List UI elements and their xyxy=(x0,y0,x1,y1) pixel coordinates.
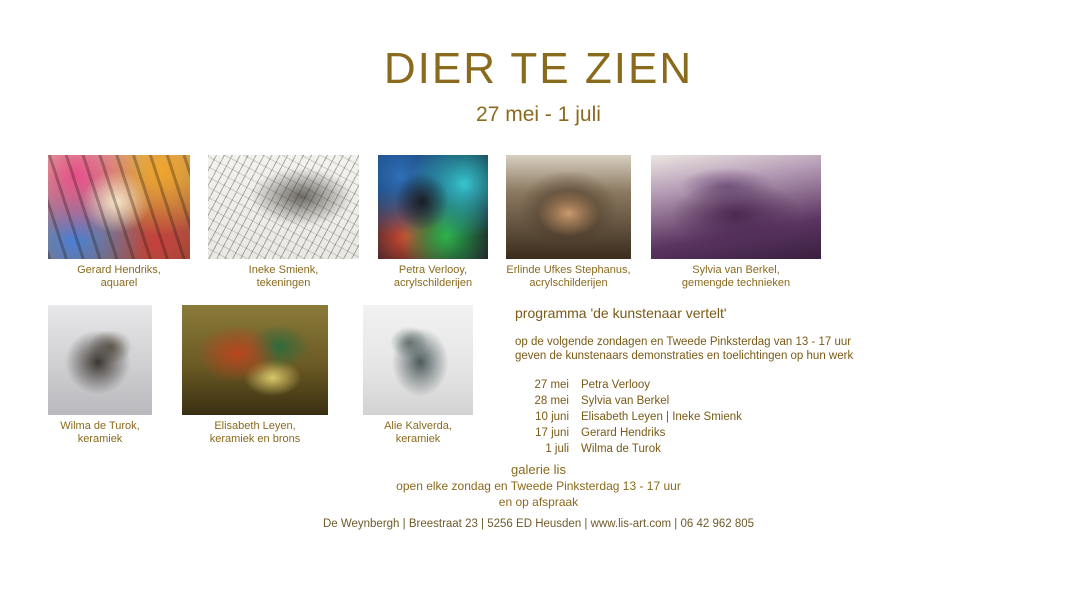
programme-title: programma 'de kunstenaar vertelt' xyxy=(515,305,727,321)
artwork-tile[interactable] xyxy=(208,155,359,290)
exhibition-dates: 27 mei - 1 juli xyxy=(476,103,601,126)
artwork-artist: Ineke Smienk, xyxy=(248,264,319,276)
artwork-caption xyxy=(506,264,631,290)
artwork-medium: keramiek xyxy=(395,433,441,445)
programme-intro-line-2: geven de kunstenaars demonstraties en toelichtingen op hun werk xyxy=(515,350,854,362)
gallery-hours: open elke zondag en Tweede Pinksterdag 13 - 17 uur xyxy=(396,479,681,493)
artwork-artist: Gerard Hendriks, xyxy=(77,264,161,276)
gallery-appointment: en op afspraak xyxy=(498,495,579,509)
artwork-tile[interactable] xyxy=(182,305,328,446)
artwork-artist: Petra Verlooy, xyxy=(398,264,468,276)
artwork-artist: Sylvia van Berkel, xyxy=(692,264,780,276)
gallery-info xyxy=(0,462,1077,510)
programme-panel xyxy=(515,305,935,457)
artwork-medium: keramiek en brons xyxy=(209,433,301,445)
horse-ceramic-icon[interactable] xyxy=(363,305,473,415)
artwork-medium: gemengde technieken xyxy=(681,277,791,289)
artwork-artist: Erlinde Ufkes Stephanus, xyxy=(506,264,631,276)
artwork-caption xyxy=(651,264,821,290)
list-item xyxy=(515,377,935,393)
list-item xyxy=(515,425,935,441)
programme-artist: Sylvia van Berkel xyxy=(581,395,670,407)
programme-artist: Wilma de Turok xyxy=(581,443,661,455)
artwork-artist: Wilma de Turok, xyxy=(60,420,140,432)
artwork-tile[interactable] xyxy=(506,155,631,290)
duck-ceramic-icon[interactable] xyxy=(182,305,328,415)
list-item xyxy=(515,441,935,457)
programme-date: 27 mei xyxy=(534,379,569,391)
artwork-medium: acrylschilderijen xyxy=(529,277,608,289)
artwork-tile[interactable] xyxy=(363,305,473,446)
programme-date: 10 juni xyxy=(535,411,569,423)
chimpanzee-painting-icon[interactable] xyxy=(506,155,631,259)
list-item xyxy=(515,393,935,409)
programme-date: 28 mei xyxy=(534,395,569,407)
artwork-medium: tekeningen xyxy=(256,277,311,289)
artwork-tile[interactable] xyxy=(378,155,488,290)
programme-artist: Gerard Hendriks xyxy=(581,427,666,439)
birds-drawing-icon[interactable] xyxy=(208,155,359,259)
programme-list xyxy=(515,377,935,457)
artwork-tile[interactable] xyxy=(48,305,152,446)
page-title: DIER TE ZIEN xyxy=(383,44,694,93)
programme-artist: Elisabeth Leyen | Ineke Smienk xyxy=(581,411,742,423)
artwork-medium: aquarel xyxy=(100,277,138,289)
bear-mixed-media-icon[interactable] xyxy=(651,155,821,259)
artwork-caption xyxy=(48,264,190,290)
abstract-acrylic-painting-icon[interactable] xyxy=(378,155,488,259)
programme-intro xyxy=(515,335,935,363)
tiger-painting-icon[interactable] xyxy=(48,155,190,259)
artwork-caption xyxy=(182,420,328,446)
artwork-tile[interactable] xyxy=(651,155,821,290)
gallery-name: galerie lis xyxy=(511,462,566,477)
contact-line: De Weynbergh | Breestraat 23 | 5256 ED Heusden | www.lis-art.com | 06 42 962 805 xyxy=(322,518,755,530)
artwork-artist: Elisabeth Leyen, xyxy=(214,420,296,432)
programme-date: 17 juni xyxy=(535,427,569,439)
artwork-caption xyxy=(378,264,488,290)
boar-ceramic-icon[interactable] xyxy=(48,305,152,415)
programme-intro-line-1: op de volgende zondagen en Tweede Pinksterdag van 13 - 17 uur xyxy=(515,336,852,348)
artwork-medium: acrylschilderijen xyxy=(393,277,473,289)
artwork-tile[interactable] xyxy=(48,155,190,290)
artwork-caption xyxy=(363,420,473,446)
artwork-caption xyxy=(208,264,359,290)
programme-artist: Petra Verlooy xyxy=(581,379,651,391)
artwork-medium: keramiek xyxy=(77,433,123,445)
artwork-caption xyxy=(48,420,152,446)
programme-date: 1 juli xyxy=(545,443,569,455)
list-item xyxy=(515,409,935,425)
artwork-artist: Alie Kalverda, xyxy=(384,420,452,432)
